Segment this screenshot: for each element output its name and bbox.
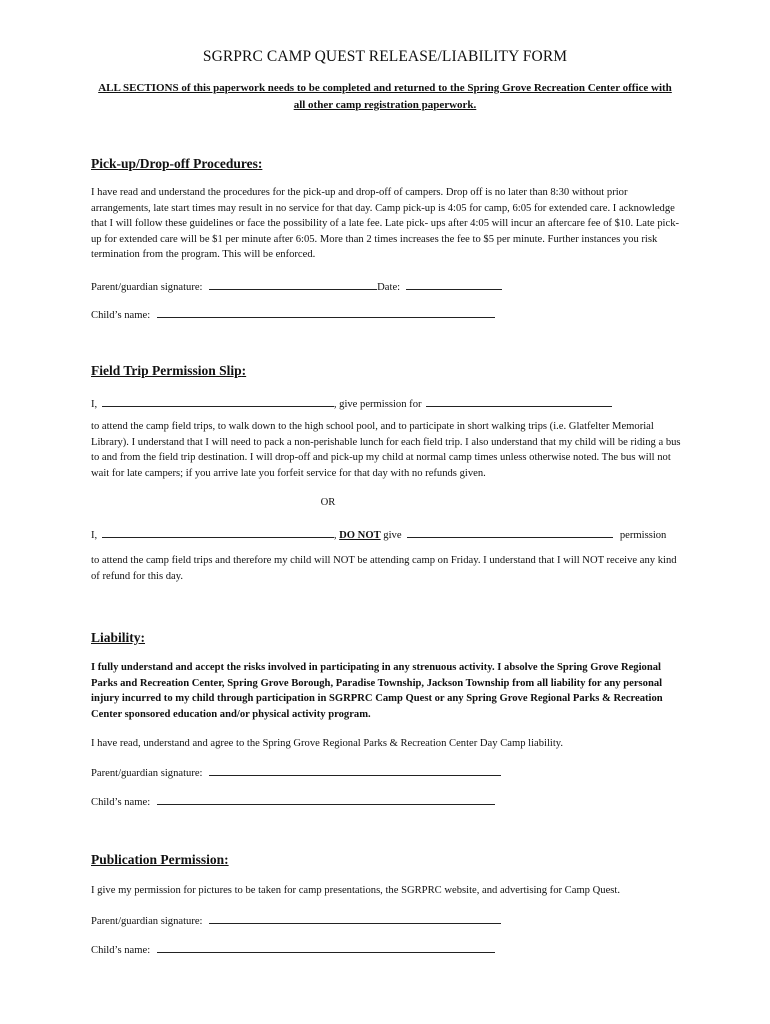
- field-trip-permission-row: [91, 395, 612, 410]
- pickup-date-label: Date:: [377, 282, 401, 293]
- publication-signature-row: [91, 912, 501, 927]
- publication-signature-label: Parent/guardian signature:: [91, 916, 203, 927]
- liability-child-field[interactable]: [157, 793, 495, 805]
- field-trip-give-permission: , give permission for: [333, 399, 422, 410]
- pickup-child-label: Child’s name:: [91, 310, 151, 321]
- field-trip-permission-label: permission: [619, 530, 667, 541]
- pickup-date-field[interactable]: [406, 278, 502, 290]
- pickup-signature-row: [91, 278, 502, 293]
- publication-child-field[interactable]: [157, 941, 495, 953]
- liability-child-label: Child’s name:: [91, 797, 151, 808]
- field-trip-parent-name-field[interactable]: [102, 395, 334, 407]
- field-trip-decline-child-field[interactable]: [407, 526, 613, 538]
- publication-body: I give my permission for pictures to be taken for camp presentations, the SGRPRC website, and advertising for Camp Quest.: [91, 885, 620, 896]
- publication-signature-field[interactable]: [209, 912, 501, 924]
- do-not-emphasis: DO NOT: [339, 530, 381, 541]
- liability-agreement: I have read, understand and agree to the Spring Grove Regional Parks & Recreation Center Day Camp liability.: [91, 738, 564, 749]
- field-trip-heading: Field Trip Permission Slip:: [91, 363, 247, 378]
- pickup-signature-label: Parent/guardian signature:: [91, 282, 203, 293]
- pickup-body: I have read and understand the procedures for the pick-up and drop-off of campers. Drop off is no later than 8:30 without prior arrangements, late start times may result in no service for that day. Camp pick-up is 4:05 for camp, 6:05 for extended care. I acknowledge that I will follow these guidelines or face the possibility of a late fee. Late pick- ups after 4:05 will incur an aftercare fee of $10. Late pick-up for extended care will be $1 per minute after 6:05. More than 2 times increases the fee to $5 per minute. Further instances you risk termination from the program. This will be enforced.: [91, 187, 680, 260]
- liability-signature-field[interactable]: [209, 764, 501, 776]
- form-title: SGRPRC CAMP QUEST RELEASE/LIABILITY FORM: [202, 48, 568, 65]
- publication-heading: Publication Permission:: [91, 852, 229, 867]
- publication-child-row: [91, 941, 495, 956]
- liability-release-text: I fully understand and accept the risks involved in participating in any strenuous activity. I absolve the Spring Grove Regional Parks and Recreation Center, Spring Grove Borough, Paradise Township, Jackson Township from all liability for any personal injury incurred to my child through participation in SGRPRC Camp Quest or any Spring Grove Regional Parks & Recreation Center sponsored education and/or physical activity program.: [91, 662, 663, 720]
- pickup-signature-field[interactable]: [209, 278, 377, 290]
- field-trip-decline-body: to attend the camp field trips and therefore my child will NOT be attending camp on Friday. I understand that I will NOT receive any kind of refund for this day.: [91, 555, 677, 582]
- field-trip-child-name-field[interactable]: [426, 395, 612, 407]
- liability-signature-label: Parent/guardian signature:: [91, 768, 203, 779]
- or-separator: OR: [320, 497, 336, 508]
- field-trip-decline-i-label: I,: [91, 530, 98, 541]
- publication-child-label: Child’s name:: [91, 945, 151, 956]
- pickup-child-row: [91, 306, 495, 321]
- pickup-heading: Pick-up/Drop-off Procedures:: [91, 156, 263, 171]
- liability-heading: Liability:: [91, 630, 146, 645]
- pickup-child-field[interactable]: [157, 306, 495, 318]
- field-trip-decline-parent-field[interactable]: [102, 526, 334, 538]
- field-trip-give-label: give: [383, 530, 402, 541]
- liability-child-row: [91, 793, 495, 808]
- field-trip-decline-row: I, , DO NOT give permission: [91, 526, 666, 541]
- liability-signature-row: [91, 764, 501, 779]
- completion-notice: ALL SECTIONS of this paperwork needs to be completed and returned to the Spring Grove Recreation Center office with all other camp registration paperwork.: [98, 82, 672, 111]
- field-trip-i-label: I,: [91, 399, 98, 410]
- field-trip-body: to attend the camp field trips, to walk down to the high school pool, and to participate in short walking trips (i.e. Glatfelter Memorial Library). I understand that I will need to pack a non-perishable lunch for each field trip. I also understand that my child will be riding a bus to and from the field trip destination. I will drop-off and pick-up my child at normal camp times unless otherwise noted. The bus will not wait for late campers; if you arrive late you forfeit service for that day with no refunds given.: [91, 421, 681, 479]
